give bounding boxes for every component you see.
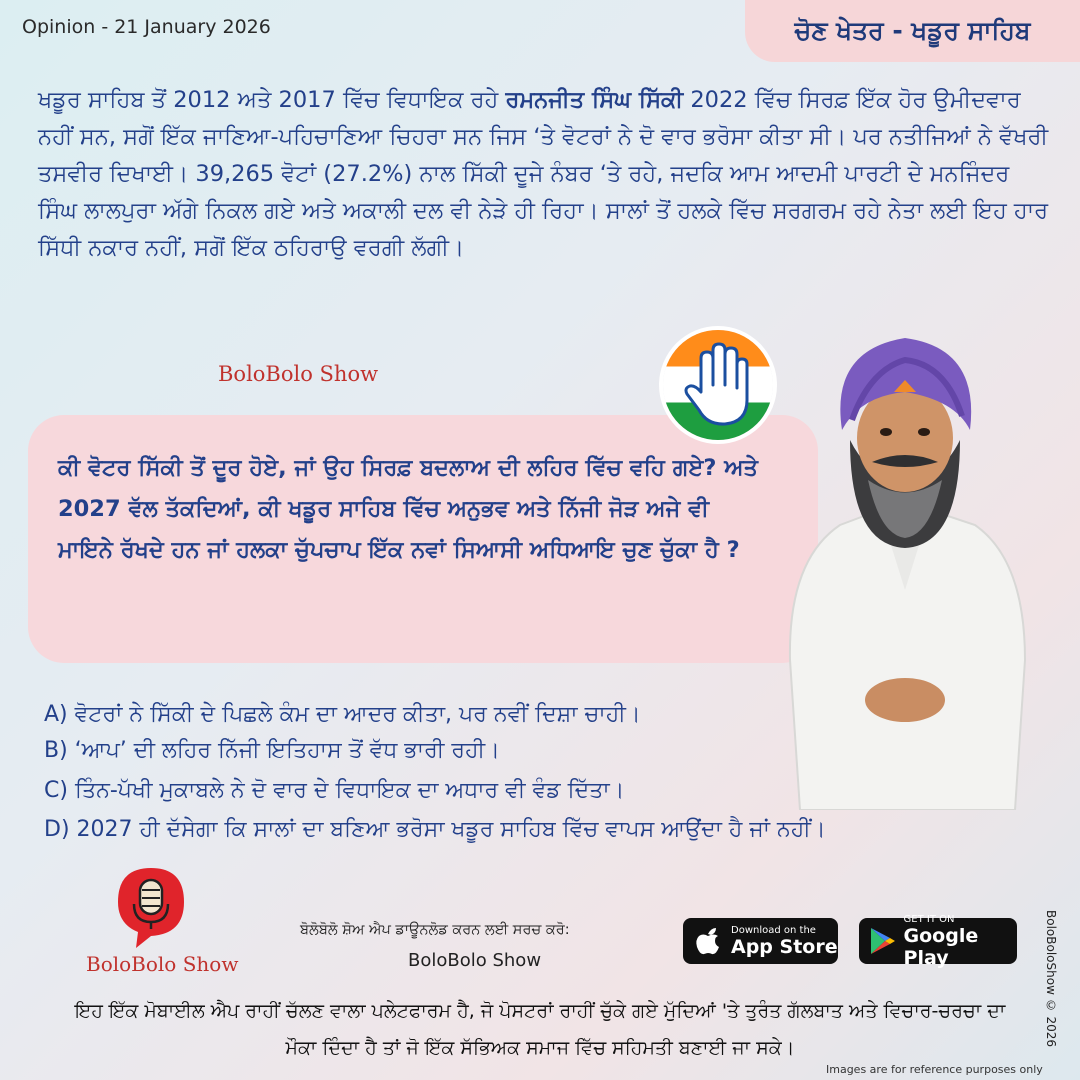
intro-text-2: 2022 ਵਿੱਚ ਸਿਰਫ਼ ਇੱਕ ਹੋਰ ਉਮੀਦਵਾਰ ਨਹੀਂ ਸਨ, ਸਗੋਂ ਇੱਕ ਜਾਣਿਆ-ਪਹਿਚਾਣਿਆ ਚਿਹਰਾ ਸਨ ਜਿਸ ‘ਤੇ ਵੋਟਰਾਂ ਨੇ ਦੋ ਵਾਰ ਭਰੋਸਾ ਕੀਤਾ ਸੀ। ਪਰ ਨਤੀਜਿਆਂ ਨੇ ਵੱਖਰੀ ਤਸਵੀਰ ਦਿਖਾਈ। 39,265 ਵੋਟਾਂ (27.2%) ਨਾਲ ਸਿੱਕੀ ਦੂਜੇ ਨੰਬਰ ‘ਤੇ ਰਹੇ, ਜਦਕਿ ਆਮ ਆਦਮੀ ਪਾਰਟੀ ਦੇ ਮਨਜਿੰਦਰ ਸਿੰਘ ਲਾਲਪੁਰਾ ਅੱਗੇ ਨਿਕਲ ਗਏ ਅਤੇ ਅਕਾਲੀ ਦਲ ਵੀ ਨੇੜੇ ਹੀ ਰਿਹਾ। ਸਾਲਾਂ ਤੋਂ ਹਲਕੇ ਵਿੱਚ ਸਰਗਰਮ ਰਹੇ ਨੇਤਾ ਲਈ ਇਹ ਹਾਰ ਸਿੱਧੀ ਨਕਾਰ ਨਹੀਂ, ਸਗੋਂ ਇੱਕ ਠਹਿਰਾਉ ਵਰਗੀ ਲੱਗੀ। — [38, 87, 1049, 261]
constituency-tag: ਚੋਣ ਖੇਤਰ - ਖਡੂਰ ਸਾਹਿਬ — [745, 0, 1080, 62]
reference-note: Images are for reference purposes only — [826, 1063, 1043, 1076]
search-instruction: ਬੋਲੋਬੋਲੋ ਸ਼ੋਅ ਐਪ ਡਾਊਨਲੋਡ ਕਰਨ ਲਈ ਸਰਚ ਕਰੋ: — [300, 922, 570, 938]
watermark-brand: BoloBolo Show — [218, 362, 379, 386]
platform-description: ਇਹ ਇੱਕ ਮੋਬਾਈਲ ਐਪ ਰਾਹੀਂ ਚੱਲਣ ਵਾਲਾ ਪਲੇਟਫਾਰਮ ਹੈ, ਜੋ ਪੋਸਟਰਾਂ ਰਾਹੀਂ ਚੁੱਕੇ ਗਏ ਮੁੱਦਿਆਂ 'ਤੇ ਤੁਰੰਤ ਗੱਲਬਾਤ ਅਤੇ ਵਿਚਾਰ-ਚਰਚਾ ਦਾ ਮੌਕਾ ਦਿੰਦਾ ਹੈ ਤਾਂ ਜੋ ਇੱਕ ਸੱਭਿਅਕ ਸਮਾਜ ਵਿੱਚ ਸਹਿਮਤੀ ਬਣਾਈ ਜਾ ਸਕੇ। — [74, 1000, 1006, 1059]
question-text: ਕੀ ਵੋਟਰ ਸਿੱਕੀ ਤੋਂ ਦੂਰ ਹੋਏ, ਜਾਂ ਉਹ ਸਿਰਫ਼ ਬਦਲਾਅ ਦੀ ਲਹਿਰ ਵਿੱਚ ਵਹਿ ਗਏ? ਅਤੇ 2027 ਵੱਲ ਤੱਕਦਿਆਂ, ਕੀ ਖਡੂਰ ਸਾਹਿਬ ਵਿੱਚ ਅਨੁਭਵ ਅਤੇ ਨਿੱਜੀ ਜੋੜ ਅਜੇ ਵੀ ਮਾਇਨੇ ਰੱਖਦੇ ਹਨ ਜਾਂ ਹਲਕਾ ਚੁੱਪਚਾਪ ਇੱਕ ਨਵਾਂ ਸਿਆਸੀ ਅਧਿਆਇ ਚੁਣ ਚੁੱਕਾ ਹੈ ? — [58, 455, 758, 563]
option-d[interactable]: D) 2027 ਹੀ ਦੱਸੇਗਾ ਕਿ ਸਾਲਾਂ ਦਾ ਬਣਿਆ ਭਰੋਸਾ ਖਡੂਰ ਸਾਹਿਬ ਵਿੱਚ ਵਾਪਸ ਆਉਂਦਾ ਹੈ ਜਾਂ ਨਹੀਂ। — [44, 817, 826, 842]
google-play-small-text: GET IT ON — [903, 913, 955, 925]
congress-hand-icon — [663, 330, 773, 440]
post-date: Opinion - 21 January 2026 — [22, 16, 271, 38]
intro-paragraph — [38, 82, 1050, 267]
google-play-large-text: Google Play — [903, 924, 979, 969]
brand-logo-text: BoloBolo Show — [86, 952, 239, 976]
apple-icon — [691, 926, 725, 956]
app-store-large-text: App Store — [731, 935, 838, 958]
app-store-button[interactable] — [683, 918, 838, 964]
microphone-icon — [116, 866, 186, 951]
candidate-name: ਰਮਨਜੀਤ ਸਿੰਘ ਸਿੱਕੀ — [505, 87, 684, 113]
copyright: BoloBoloShow © 2026 — [1044, 910, 1058, 1048]
app-store-small-text: Download on the — [731, 924, 816, 936]
google-play-button[interactable] — [859, 913, 1017, 969]
option-a[interactable]: A) ਵੋਟਰਾਂ ਨੇ ਸਿੱਕੀ ਦੇ ਪਿਛਲੇ ਕੰਮ ਦਾ ਆਦਰ ਕੀਤਾ, ਪਰ ਨਵੀਂ ਦਿਸ਼ਾ ਚਾਹੀ। — [44, 702, 641, 727]
option-c[interactable]: C) ਤਿੰਨ-ਪੱਖੀ ਮੁਕਾਬਲੇ ਨੇ ਦੋ ਵਾਰ ਦੇ ਵਿਧਾਇਕ ਦਾ ਅਧਾਰ ਵੀ ਵੰਡ ਦਿੱਤਾ। — [44, 778, 625, 803]
candidate-photo — [780, 330, 1030, 810]
option-b[interactable]: B) ‘ਆਪ’ ਦੀ ਲਹਿਰ ਨਿੱਜੀ ਇਤਿਹਾਸ ਤੋਂ ਵੱਧ ਭਾਰੀ ਰਹੀ। — [44, 738, 500, 763]
google-play-icon — [867, 926, 898, 956]
intro-text-1: ਖਡੂਰ ਸਾਹਿਬ ਤੋਂ 2012 ਅਤੇ 2017 ਵਿੱਚ ਵਿਧਾਇਕ ਰਹੇ — [38, 87, 506, 113]
search-app-name: BoloBolo Show — [408, 950, 542, 971]
